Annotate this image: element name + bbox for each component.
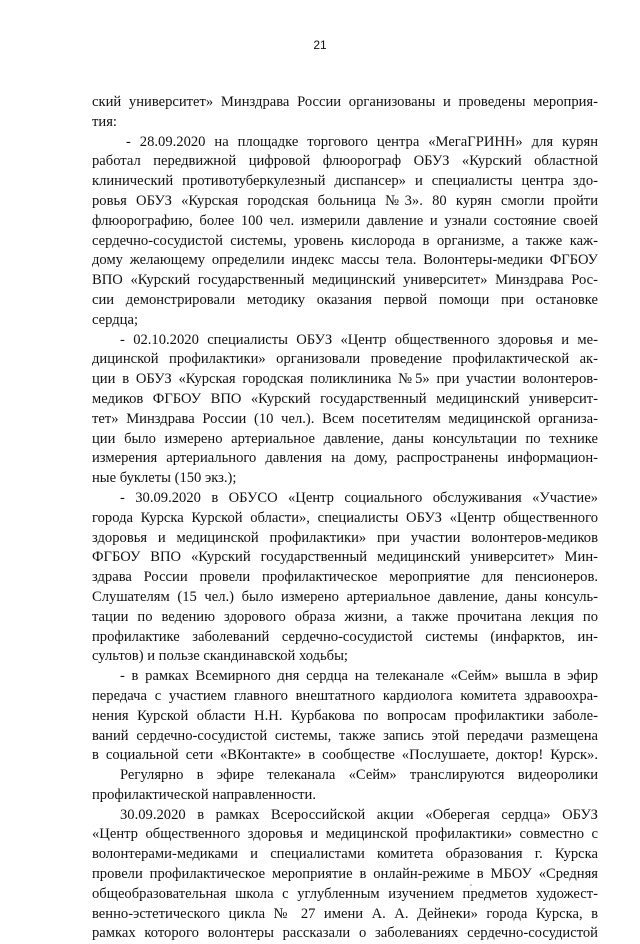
- text-line: сультов) и пользе скандинавской ходьбы;: [92, 648, 348, 665]
- text-line: измерения артериального давления на дому, распространены информацион-: [92, 450, 598, 467]
- text-line: здоровья и медицинской профилактики» при участии волонтеров-медиков: [92, 529, 598, 546]
- text-line: тации по ведению здорового образа жизни, а также прочитана лекция по: [92, 608, 598, 625]
- text-line: - 02.10.2020 специалисты ОБУЗ «Центр общественного здоровья и ме-: [120, 331, 598, 348]
- text-line: общеобразовательная школа с углубленным изучением предметов художест-: [92, 885, 598, 902]
- text-line: «Центр общественного здоровья и медицинской профилактики» совместно с: [92, 826, 598, 843]
- text-line: Регулярно в эфире телеканала «Сейм» транслируются видеоролики: [120, 767, 598, 784]
- text-line: ные буклеты (150 экз.);: [92, 470, 237, 487]
- text-line: рамках которого волонтеры рассказали о заболеваниях сердечно-сосудистой: [92, 925, 598, 942]
- text-line: тия:: [92, 113, 117, 130]
- text-line: здрава России провели профилактическое мероприятие для пенсионеров.: [92, 569, 598, 586]
- text-line: провели профилактическое мероприятие в онлайн-режиме в МБОУ «Средняя: [92, 866, 598, 883]
- text-line: - 30.09.2020 в ОБУСО «Центр социального обслуживания «Участие»: [120, 489, 598, 506]
- text-line: профилактической направленности.: [92, 786, 317, 803]
- text-line: ФГБОУ ВПО «Курский государственный медицинский университет» Мин-: [92, 549, 598, 566]
- text-line: работал передвижной цифровой флюорограф ОБУЗ «Курский областной: [92, 153, 598, 170]
- text-line: Слушателям (15 чел.) было измерено артериальное давление, даны консуль-: [92, 588, 598, 605]
- text-line: ваний сердечно-сосудистой системы, также запись этой передачи размещена: [92, 727, 598, 744]
- document-body-text: [92, 93, 598, 944]
- text-line: флюорографию, более 100 чел. измерили давление и узнали состояние своей: [92, 212, 598, 229]
- text-line: 30.09.2020 в рамках Всероссийской акции «Оберегая сердца» ОБУЗ: [120, 806, 598, 823]
- text-line: тет» Минздрава России (10 чел.). Всем посетителям медицинской организа-: [92, 410, 598, 427]
- text-line: дому желающему определили индекс массы тела. Волонтеры-медики ФГБОУ: [92, 252, 598, 269]
- text-line: ровья ОБУЗ «Курская городская больница №3». 80 курян смогли пройти: [92, 192, 598, 209]
- text-line: медиков ФГБОУ ВПО «Курский государственный медицинский университ-: [92, 390, 598, 407]
- text-line: ский университет» Минздрава России организованы и проведены мероприя-: [92, 94, 598, 110]
- text-line: города Курска Курской области», специалисты ОБУЗ «Центр общественного: [92, 509, 598, 526]
- text-line: сии демонстрировали методику оказания первой помощи при остановке: [92, 291, 598, 308]
- text-line: ВПО «Курский государственный медицинский университет» Минздрава Рос-: [92, 272, 598, 289]
- text-line: нения Курской области Н.Н. Курбакова по вопросам профилактики заболе-: [92, 707, 598, 724]
- text-line: волонтерами-медиками и специалистами комитета образования г. Курска: [92, 846, 598, 863]
- text-line: - 28.09.2020 на площадке торгового центра «МегаГРИНН» для курян: [126, 133, 598, 150]
- text-line: сердца;: [92, 311, 139, 328]
- text-line: в социальной сети «ВКонтакте» в сообществе «Послушаете, доктор! Курск».: [92, 747, 598, 764]
- text-line: профилактике заболеваний сердечно-сосудистой системы (инфарктов, ин-: [92, 628, 598, 645]
- text-line: сердечно-сосудистой системы, уровень кислорода в организме, а также каж-: [92, 232, 598, 249]
- scan-speck: [470, 884, 472, 886]
- text-line: дицинской профилактики» организовали проведение профилактической ак-: [92, 351, 598, 368]
- text-line: - в рамках Всемирного дня сердца на телеканале «Сейм» вышла в эфир: [120, 668, 598, 685]
- text-line: клинический противотуберкулезный диспансер» и специалисты центра здо-: [92, 173, 598, 190]
- text-line: ции в ОБУЗ «Курская городская поликлиника №5» при участии волонтеров-: [92, 371, 598, 388]
- page-number: 21: [313, 38, 327, 52]
- text-line: ции было измерено артериальное давление, даны консультации по технике: [92, 430, 598, 447]
- text-line: передача с участием главного внештатного кардиолога комитета здравоохра-: [92, 687, 598, 704]
- text-line: венно-эстетического цикла № 27 имени А. А. Дейнеки» города Курска, в: [92, 905, 598, 922]
